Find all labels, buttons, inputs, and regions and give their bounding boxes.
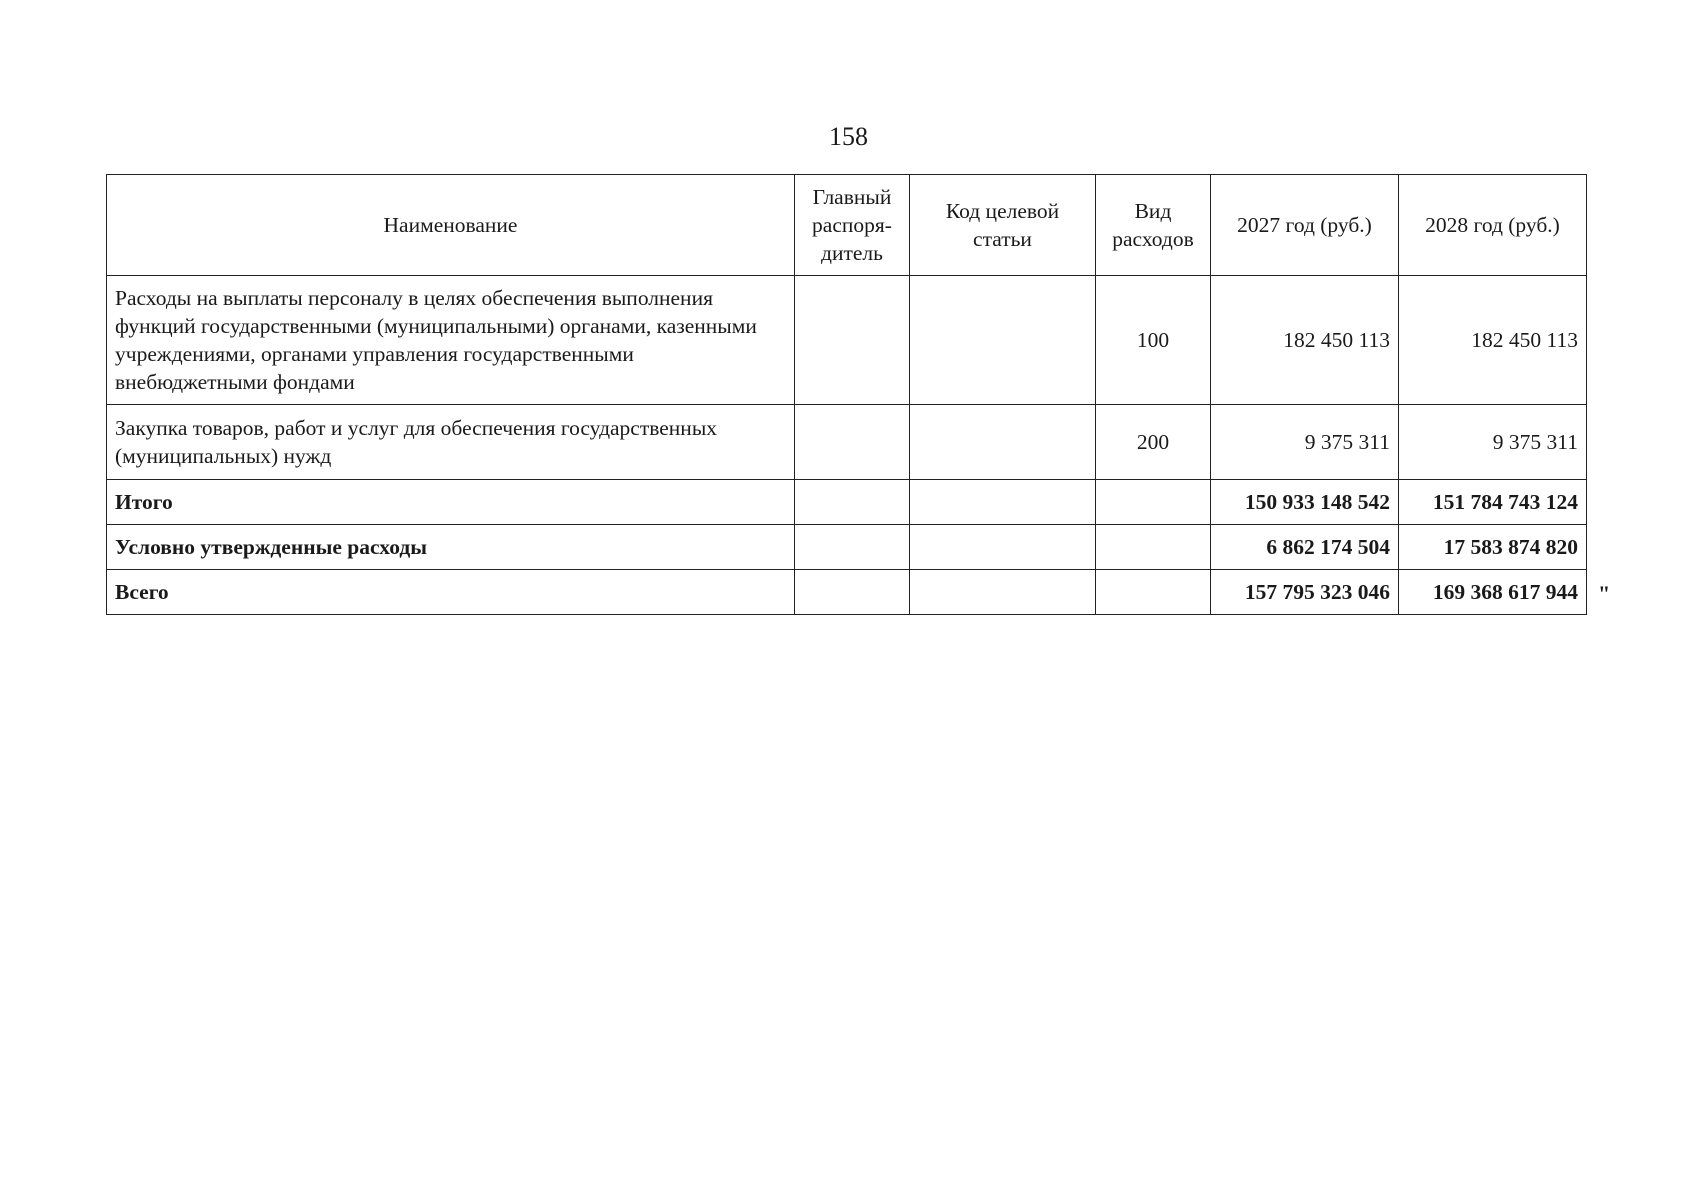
row-target-code: [910, 276, 1096, 405]
grand-total-row: [107, 570, 1587, 615]
header-year-2028: 2028 год (руб.): [1399, 175, 1587, 276]
row-expense-type: 100: [1096, 276, 1211, 405]
row-expense-type: [1096, 570, 1211, 615]
row-target-code: [910, 405, 1096, 480]
table-header: [107, 175, 1587, 276]
row-name: Закупка товаров, работ и услуг для обеспечения государственных (муниципальных) нужд: [107, 405, 795, 480]
row-target-code: [910, 525, 1096, 570]
total-row: [107, 480, 1587, 525]
row-year-2027: 6 862 174 504: [1211, 525, 1399, 570]
row-year-2028: 169 368 617 944: [1399, 570, 1587, 615]
row-year-2028: 182 450 113: [1399, 276, 1587, 405]
row-target-code: [910, 570, 1096, 615]
header-year-2027: 2027 год (руб.): [1211, 175, 1399, 276]
row-expense-type: [1096, 525, 1211, 570]
row-name: Расходы на выплаты персоналу в целях обеспечения выполнения функций государственными (муниципальными) органами, казенными учреждениями, органами управления государственными внебюджетными фондами: [107, 276, 795, 405]
header-target-code: Код целевой статьи: [910, 175, 1096, 276]
row-expense-type: [1096, 480, 1211, 525]
table-body: [107, 276, 1587, 615]
row-main-manager: [795, 276, 910, 405]
closing-quote-mark: ": [1598, 581, 1611, 606]
row-year-2027: 150 933 148 542: [1211, 480, 1399, 525]
row-name: Всего: [107, 570, 795, 615]
row-name: Итого: [107, 480, 795, 525]
row-year-2027: 157 795 323 046: [1211, 570, 1399, 615]
table-row: [107, 276, 1587, 405]
row-target-code: [910, 480, 1096, 525]
row-main-manager: [795, 480, 910, 525]
row-year-2028: 151 784 743 124: [1399, 480, 1587, 525]
header-expense-type: Вид расходов: [1096, 175, 1211, 276]
budget-table: [106, 174, 1587, 615]
conditional-expenses-row: [107, 525, 1587, 570]
table-row: [107, 405, 1587, 480]
row-year-2027: 182 450 113: [1211, 276, 1399, 405]
page-number: 158: [829, 122, 868, 151]
header-main-manager: Главный распоря-дитель: [795, 175, 910, 276]
row-main-manager: [795, 525, 910, 570]
header-name: Наименование: [107, 175, 795, 276]
row-year-2027: 9 375 311: [1211, 405, 1399, 480]
row-main-manager: [795, 570, 910, 615]
row-year-2028: 9 375 311: [1399, 405, 1587, 480]
row-year-2028: 17 583 874 820: [1399, 525, 1587, 570]
row-name: Условно утвержденные расходы: [107, 525, 795, 570]
row-main-manager: [795, 405, 910, 480]
row-expense-type: 200: [1096, 405, 1211, 480]
header-row: [107, 175, 1587, 276]
